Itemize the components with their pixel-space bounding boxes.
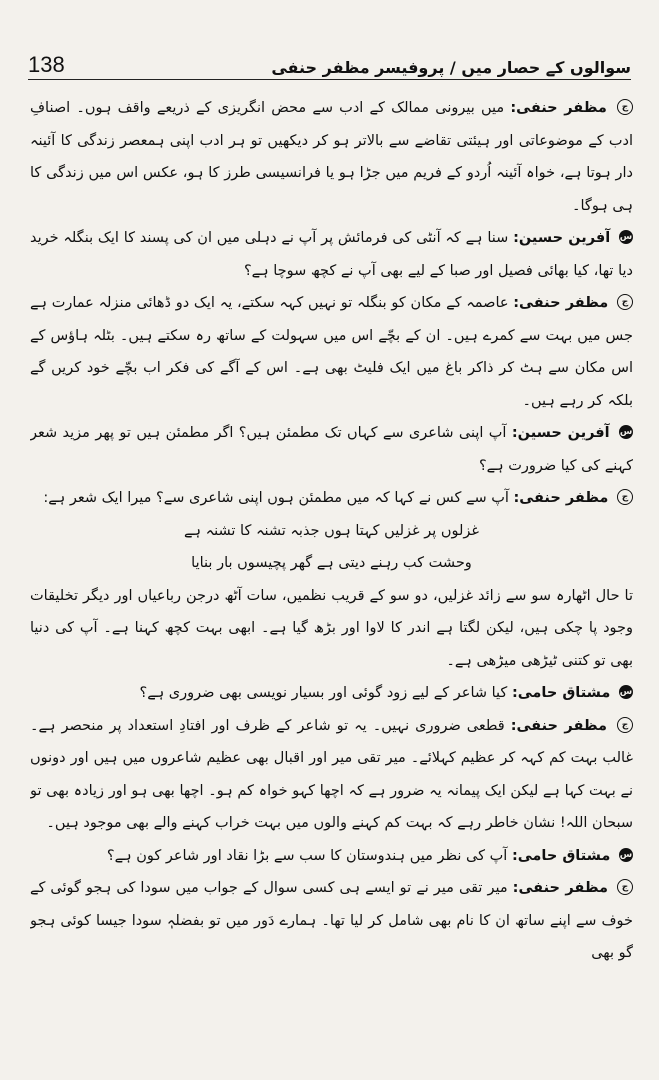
- question-paragraph: [30, 417, 633, 482]
- page-body: [30, 92, 633, 1074]
- answer-paragraph: [30, 92, 633, 222]
- question-marker-icon: س: [619, 687, 633, 697]
- page-header: [28, 36, 631, 76]
- page-number: 138: [28, 52, 65, 77]
- question-marker-icon: س: [619, 849, 633, 860]
- answer-marker-icon: ج: [617, 717, 633, 733]
- answer-text: آپ سے کس نے کہا کہ میں مطمئن ہوں اپنی شاعری سے؟ میرا ایک شعر ہے:: [43, 490, 509, 506]
- answer-marker-icon: ج: [617, 879, 633, 895]
- speaker-name: مظفر حنفی:: [513, 490, 609, 506]
- answer-text: میر تقی میر نے تو ایسے ہی کسی سوال کے جواب میں سودا کی ہجو گوئی کے خوف سے اپنے ساتھ ان کا نام بھی شامل کر لیا تھا۔ ہمارے دَور میں تو بفضلہٖ سودا جیسا کوئی ہجو گو بھی: [30, 880, 633, 961]
- verse-line: وحشت کب رہنے دیتی ہے گھر پچیسوں بار بنایا: [191, 555, 472, 571]
- answer-text: عاصمہ کے مکان کو بنگلہ تو نہیں کہہ سکتے، یہ ایک دو ڈھائی منزلہ عمارت ہے جس میں بہت سے کمرے ہیں۔ ان کے بچّے اس میں سہولت کے ساتھ رہ سکتے ہیں۔ بٹلہ ہاؤس کے اس مکان سے ہٹ کر ذاکر باغ میں ایک فلیٹ بھی ہے۔ اس کے آگے کی فکر اب بچّے خود کریں گے بلکہ کر رہے ہیں۔: [30, 295, 633, 409]
- question-text: کیا شاعر کے لیے زود گوئی اور بسیار نویسی بھی ضروری ہے؟: [139, 685, 508, 701]
- question-paragraph: [30, 840, 633, 873]
- header-rule: [28, 79, 631, 80]
- speaker-name: مظفر حنفی:: [510, 100, 607, 116]
- question-paragraph: [30, 677, 633, 710]
- speaker-name: مظفر حنفی:: [513, 295, 609, 311]
- speaker-name: آفرین حسین:: [511, 425, 610, 441]
- question-paragraph: [30, 222, 633, 287]
- verse-line: غزلوں پر غزلیں کہتا ہوں جذبہ تشنہ کا تشنہ ہے: [183, 522, 479, 539]
- answer-paragraph: [30, 710, 633, 840]
- speaker-name: مظفر حنفی:: [512, 880, 608, 896]
- answer-paragraph: [30, 872, 633, 970]
- speaker-name: مشتاق حامی:: [511, 685, 611, 701]
- answer-marker-icon: ج: [617, 294, 633, 310]
- answer-marker-icon: ج: [617, 489, 633, 505]
- question-text: آپ کی نظر میں ہندوستان کا سب سے بڑا نقاد اور شاعر کون ہے؟: [106, 847, 508, 864]
- answer-marker-icon: ج: [617, 99, 633, 115]
- speaker-name: مظفر حنفی:: [510, 717, 607, 734]
- question-marker-icon: س: [619, 232, 633, 242]
- running-head: سوالوں کے حصار میں / پروفیسر مظفر حنفی: [271, 58, 631, 77]
- speaker-name: آفرین حسین:: [513, 230, 611, 246]
- answer-text: قطعی ضروری نہیں۔ یہ تو شاعر کے ظرف اور افتادِ استعداد پر منحصر ہے۔ غالب بہت کم کہہ کر عظیم کہلائے۔ میر تقی میر اور اقبال بھی عظیم شاعروں میں ہیں اور دونوں نے بہت کہا ہے لیکن ایک پیمانہ یہ ضرور ہے کہ اچھا کہو خواہ کم ہو۔ اچھا بھی ہو اور زیادہ بھی تو سبحان اللہ! نشان خاطر رہے کہ بہت کم کہنے والوں میں بہت خراب کہنے والے بھی موجود ہیں۔: [30, 717, 633, 831]
- answer-paragraph: [30, 287, 633, 417]
- answer-text: میں بیرونی ممالک کے ادب سے محض انگریزی کے ذریعے واقف ہوں۔ اصنافِ ادب کے موضوعاتی اور ہیئتی تقاضے سے بالاتر ہو کر دیکھیں تو ہر ادب اپنی ہمعصر زندگی کا آئینہ دار ہوتا ہے، خواہ آئینہ اُردو کے فریم میں جڑا ہو یا فرانسیسی طرز کا ہو، عکس اس میں زندگی کا ہی ہوگا۔: [30, 100, 633, 214]
- speaker-name: مشتاق حامی:: [511, 847, 611, 864]
- question-marker-icon: س: [619, 427, 633, 437]
- question-text: آپ اپنی شاعری سے کہاں تک مطمئن ہیں؟ اگر مطمئن ہیں تو پھر مزید شعر کہنے کی کیا ضرورت ہے؟: [30, 425, 633, 474]
- question-text: سنا ہے کہ آنٹی کی فرمائش پر آپ نے دہلی میں ان کی پسند کا ایک بنگلہ خرید دیا تھا، کیا بھائی فصیل اور صبا کے لیے بھی آپ نے کچھ سوچا ہے؟: [30, 230, 633, 279]
- continuation-paragraph: تا حال اٹھارہ سو سے زائد غزلیں، دو سو کے قریب نظمیں، سات آٹھ درجن رباعیاں اور دیگر تخلیقات وجود پا چکی ہیں، لیکن لگتا ہے اندر کا لاوا اور بڑھ گیا ہے۔ ابھی بہت کچھ کہنا ہے۔ آپ کی دنیا بھی تو کتنی ٹیڑھی میڑھی ہے۔: [30, 587, 633, 669]
- answer-paragraph: [30, 482, 633, 515]
